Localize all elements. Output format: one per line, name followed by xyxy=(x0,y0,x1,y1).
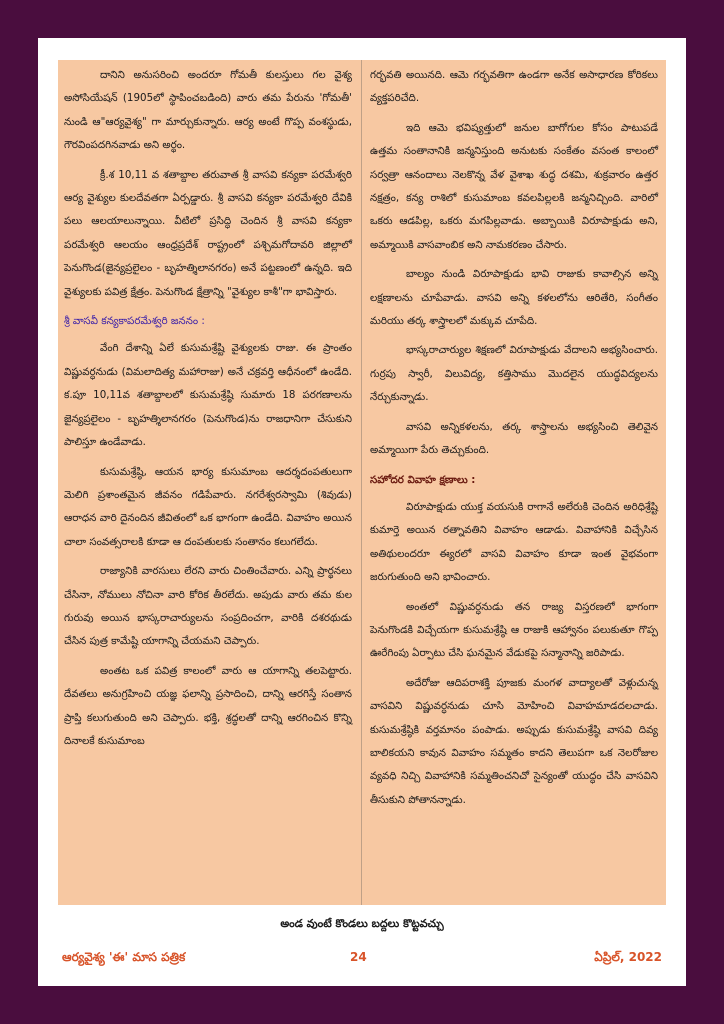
paragraph: అదేరోజు ఆదిపరాశక్తి పూజకు మంగళ వాద్యాలతో వెళ్లుచున్న వాసవిని విష్ణువర్ధనుడు చూసి మోహించి వివాహమాడదలచాడు. కుసుమశ్రేష్ఠికి వర్తమానం పంపాడు. అప్పుడు కుసుమశ్రేష్ఠి వాసవి దివ్య బాలికయని కావున వివాహం సమ్మతం కాదని తెలుపగా ఒక నెలరోజుల వ్యవధి నిచ్చి వివాహానికి సమ్మతించనిచో సైన్యంతో యుద్ధం చేసి వాసవిని తీసుకుని పోతానన్నాడు. xyxy=(370,676,658,806)
paragraph: వేంగి దేశాన్ని ఏలే కుసుమశ్రేష్టి వైశ్యులకు రాజు. ఈ ప్రాంతం విష్ణువర్ధనుడు (విమలాదిత్య మహారాజు) అనే చక్రవర్తి ఆధీనంలో ఉండేది. క.పూ 10,11వ శతాబ్దాలలో కుసుమశ్రేష్ఠి సుమారు 18 పరగణాలను జైన్యప్రలైలం - బృహత్శిలానగరం (పెనుగొండ)ను రాజధానిగా చేసుకుని పాలిస్తూ ఉండేవాడు. xyxy=(64,342,352,449)
paragraph: అంతట ఒక పవిత్ర కాలంలో వారు ఆ యాగాన్ని తలపెట్టారు. దేవతలు అనుగ్రహించి యజ్ఞ ఫలాన్ని ప్రసాదించి, దాన్ని ఆరగిస్తే సంతాన ప్రాప్తి కలుగుతుంది అని చెప్పారు. భక్తి, శ్రద్ధలతో దాన్ని ఆరగించిన కొన్ని దినాలకే కుసుమాంబ xyxy=(64,664,352,747)
page-number: 24 xyxy=(350,950,367,964)
paragraph: అంతలో విష్ణువర్ధనుడు తన రాజ్య విస్తరణలో భాగంగా పెనుగొండకి విచ్చేయగా కుసుమశ్రేష్ఠి ఆ రాజుకి ఆహ్వానం పలుకుతూ గొప్ప ఊరేగింపు ఏర్పాటు చేసి ఘనమైన వేడుకపై సన్మానాన్ని జరిపాడు. xyxy=(370,600,658,660)
paragraph: భాస్కరాచార్యుల శిక్షణలో విరూపాక్షుడు వేదాలని అభ్యసించారు. గుర్రపు స్వారీ, విలువిద్య, కత్తిసాము మొదలైన యుద్ధవిద్యలను నేర్చుకున్నాడు. xyxy=(370,344,658,404)
column-divider xyxy=(361,60,362,905)
page-footer xyxy=(58,944,666,974)
paragraph: రాజ్యానికి వారసులు లేరని వారు చింతించేవారు. ఎన్ని ప్రార్థనలు చేసినా, నోములు నోచినా వారి కోరిక తీరలేదు. అపుడు వారు తమ కుల గురువు అయిన భాస్కరాచార్యులను సంప్రదించగా, వారికి దశరథుడు చేసిన పుత్ర కామేష్టి యాగాన్ని చేయమని చెప్పారు. xyxy=(64,565,352,648)
section-heading: సహోదర వివాహ క్షణాలు : xyxy=(370,473,476,486)
left-column xyxy=(58,60,358,905)
magazine-name: ఆర్యవైశ్య 'ఈ' మాస పత్రిక xyxy=(62,950,186,964)
article-body xyxy=(58,60,666,905)
paragraph: వాసవి అన్నికళలను, తర్క శాస్త్రాలను అభ్యసించి తెలివైన అమ్మాయిగా పేరు తెచ్చుకుంది. xyxy=(370,420,658,457)
paragraph: బాల్యం నుండి విరూపాక్షుడు భావి రాజుకు కావాల్సిన అన్ని లక్షణాలను చూపేవాడు. వాసవి అన్ని కళలలోను ఆరితేరి, సంగీతం మరియు తర్క శాస్త్రాలలో మక్కువ చూపేది. xyxy=(370,268,658,328)
paragraph: క్రీ.శ 10,11 వ శతాబ్దాల తరువాత శ్రీ వాసవి కన్యకా పరమేశ్వరి ఆర్య వైశ్యుల కులదేవతగా ఏర్పడ్డారు. శ్రీ వాసవి కన్యకా పరమేశ్వరి దేవికి పలు ఆలయాలున్నాయి. వీటిలో ప్రసిద్ధి చెందిన శ్రీ వాసవి కన్యకా పరమేశ్వరి ఆలయం ఆంధ్రప్రదేశ్ రాష్ట్రంలో పశ్చిమగోదావరి జిల్లాలో పెనుగొండ(జైన్యప్రలైలం - బృహత్శిలానగరం) అనే పట్టణంలో ఉన్నది. ఇది వైశ్యులకు పవిత్ర క్షేత్రం. పెనుగొండ క్షేత్రాన్ని "వైశ్యుల కాశీ"గా భావిస్తారు. xyxy=(64,168,352,298)
section-heading: శ్రీ వాసవీ కన్యకాపరమేశ్వరి జననం : xyxy=(64,315,205,328)
right-column xyxy=(364,60,664,905)
paragraph: ఇది ఆమె భవిష్యత్తులో జనుల బాగోగుల కోసం పాటుపడే ఉత్తమ సంతానానికి జన్మనిస్తుంది అనుటకు సంకేతం వసంత కాలంలో సర్వత్రా ఆనందాలు నెలకొన్న వేళ వైశాఖ శుద్ధ దశమి, శుక్రవారం ఉత్తర నక్షత్రం, కన్య రాశిలో కుసుమాంబ కవలపిల్లలకి జన్మనిచ్చింది. వారిలో ఒకరు ఆడపిల్ల, ఒకరు మగపిల్లవాడు. అబ్బాయికి విరూపాక్షుడు అని, అమ్మాయికి వాసవాంబిక అని నామకరణం చేసారు. xyxy=(370,121,658,251)
paragraph: విరూపాక్షుడు యుక్త వయసుకి రాగానే అలేరుకి చెందిన అరిధిశ్రేష్టి కుమార్తె అయిన రత్నావతిని వివాహం ఆడాడు. వివాహానికి విచ్చేసిన అతిథులందరూ ఈ్యరలో వాసవి వివాహం కూడా ఇంత వైభవంగా జరుగుతుంది అని భావించారు. xyxy=(370,500,658,584)
page xyxy=(38,38,686,986)
issue-date: ఏప్రిల్, 2022 xyxy=(594,950,662,964)
paragraph: కుసుమశ్రేష్ఠి, ఆయన భార్య కుసుమాంబ ఆదర్శదంపతులుగా మెలిగి ప్రశాంతమైన జీవనం గడిపేవారు. నగరేశ్వరస్వామి (శివుడు) ఆరాధన వారి దైనందిన జీవితంలో ఒక భాగంగా ఉండేది. వివాహం అయిన చాలా సంవత్సరాలకి కూడా ఆ దంపతులకు సంతానం కలుగలేదు. xyxy=(64,465,352,548)
paragraph: దానిని అనుసరించి అందరూ గోమతీ కులస్తులు గల వైశ్య అసోసియేషన్ (1905లో స్థాపించబడింది) వారు తమ పేరును 'గోమతీ' నుండి ఆ"ఆర్యవైశ్య" గా మార్చుకున్నారు. ఆర్య అంటే గొప్ప వంశస్థుడు, గౌరవింపదగినవాడు అని అర్థం. xyxy=(64,69,352,152)
paragraph: గర్భవతి అయినది. ఆమె గర్భవతిగా ఉండగా అనేక అసాధారణ కోరికలు వ్యక్తపరిచేది. xyxy=(370,69,658,105)
proverb-quote: అండ వుంటే కొండలు బద్దలు కొట్టవచ్చు xyxy=(280,917,444,930)
